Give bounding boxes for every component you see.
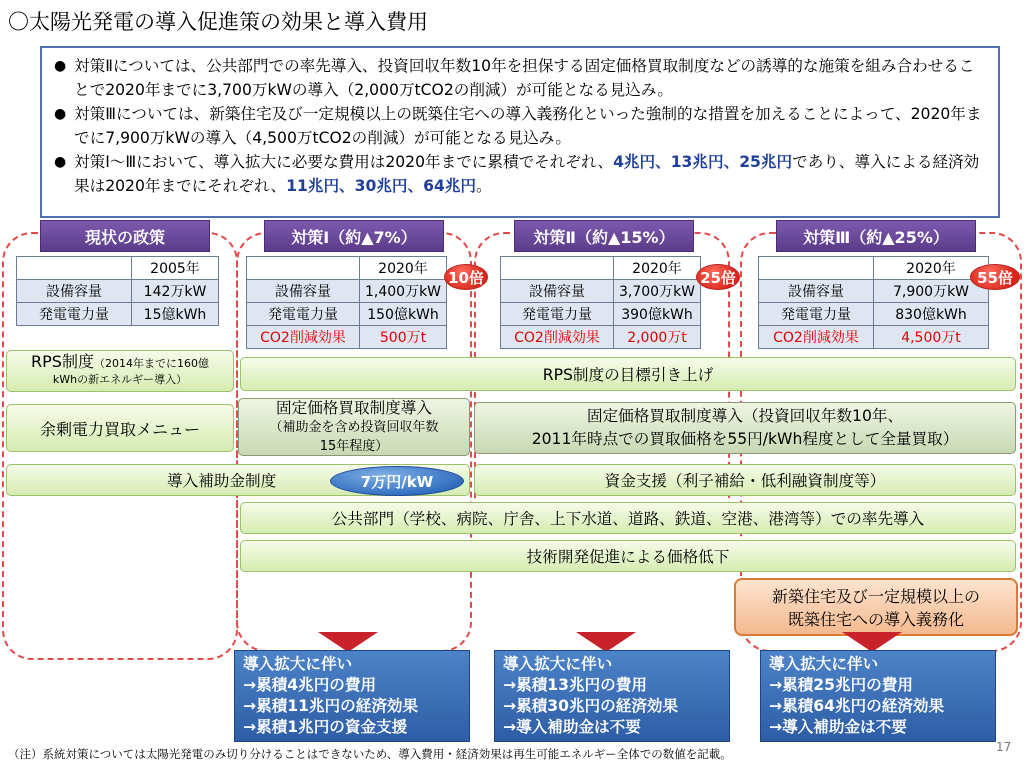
rps-current-bar: RPS制度（2014年までに160億 kWhの新エネルギー導入） — [6, 350, 234, 392]
rps-target-bar: RPS制度の目標引き上げ — [240, 357, 1016, 391]
summary-box — [40, 46, 1000, 218]
subsidy-amount-badge: 7万円/kW — [330, 466, 464, 496]
cost-highlight: 4兆円、13兆円、25兆円 — [613, 153, 793, 171]
summary-text-1: 対策Ⅱについては、公共部門での率先導入、投資回収年数10年を担保する固定価格買取制度などの誘導的な施策を組み合わせることで2020年までに3,700万kWの導入（2,000万tCO2の削減）が可能となる見込み。 — [74, 57, 975, 99]
down-arrow-icon — [318, 632, 378, 652]
bullet-icon: ● — [54, 58, 67, 74]
header-policy-1: 対策Ⅰ（約▲7%） — [264, 220, 444, 252]
summary-bullet-1 — [54, 54, 988, 102]
bullet-icon: ● — [54, 154, 67, 170]
fit-policy-1-bar: 固定価格買取制度導入 （補助金を含め投資回収年数 15年程度） — [238, 398, 470, 456]
header-policy-3: 対策Ⅲ（約▲25%） — [776, 220, 976, 252]
header-policy-2: 対策Ⅱ（約▲15%） — [514, 220, 694, 252]
multiplier-badge-policy-2: 25倍 — [696, 264, 740, 290]
result-policy-2: 導入拡大に伴い →累積13兆円の費用 →累積30兆円の経済効果 →導入補助金は不要 — [494, 650, 730, 742]
finance-support-bar: 資金支援（利子補給・低利融資制度等） — [474, 464, 1016, 496]
summary-text-3: 対策Ⅰ～Ⅲにおいて、導入拡大に必要な費用は2020年までに累積でそれぞれ、4兆円、13兆円、25兆円であり、導入による経済効果は2020年までにそれぞれ、11兆円、30兆円、64兆円。 — [74, 153, 980, 195]
multiplier-badge-policy-3: 55倍 — [970, 264, 1020, 290]
table-policy-1: 2020年 設備容量 1,400万kW 発電電力量 150億kWh CO2削減効果 500万t — [246, 256, 447, 349]
table-policy-3: 2020年 設備容量 7,900万kW 発電電力量 830億kWh CO2削減効果 4,500万t — [758, 256, 989, 349]
fit-policy-2-3-bar: 固定価格買取制度導入（投資回収年数10年、 2011年時点での買取価格を55円/kWh程度として全量買取） — [474, 402, 1016, 454]
table-policy-2: 2020年 設備容量 3,700万kW 発電電力量 390億kWh CO2削減効果 2,000万t — [500, 256, 701, 349]
surplus-purchase-bar: 余剰電力買取メニュー — [6, 404, 234, 452]
subsidy-bar: 導入補助金制度 — [6, 464, 470, 496]
summary-text-2: 対策Ⅲについては、新築住宅及び一定規模以上の既築住宅への導入義務化といった強制的な措置を加えることによって、2020年までに7,900万kWの導入（4,500万tCO2の削減）が可能となる見込み。 — [74, 105, 982, 147]
result-policy-1: 導入拡大に伴い →累積4兆円の費用 →累積11兆円の経済効果 →累積1兆円の資金支援 — [234, 650, 470, 742]
effect-highlight: 11兆円、30兆円、64兆円 — [286, 177, 477, 195]
bullet-icon: ● — [54, 106, 67, 122]
table-current: 2005年 設備容量 142万kW 発電電力量 15億kWh — [16, 256, 219, 326]
multiplier-badge-policy-1: 10倍 — [444, 264, 488, 290]
page-number: 17 — [996, 740, 1012, 754]
mandatory-installation-box: 新築住宅及び一定規模以上の 既築住宅への導入義務化 — [734, 578, 1018, 636]
header-current-policy: 現状の政策 — [40, 220, 210, 252]
result-policy-3: 導入拡大に伴い →累積25兆円の費用 →累積64兆円の経済効果 →導入補助金は不要 — [760, 650, 996, 742]
summary-bullet-3 — [54, 150, 988, 198]
public-sector-bar: 公共部門（学校、病院、庁舎、上下水道、道路、鉄道、空港、港湾等）での率先導入 — [240, 502, 1016, 534]
footnote: （注）系統対策については太陽光発電のみ切り分けることはできないため、導入費用・経済効果は再生可能エネルギー全体での数値を記載。 — [8, 747, 732, 761]
page-title: 〇太陽光発電の導入促進策の効果と導入費用 — [8, 10, 428, 34]
technology-bar: 技術開発促進による価格低下 — [240, 540, 1016, 572]
down-arrow-icon — [842, 632, 902, 652]
down-arrow-icon — [576, 632, 636, 652]
summary-bullet-2 — [54, 102, 988, 150]
